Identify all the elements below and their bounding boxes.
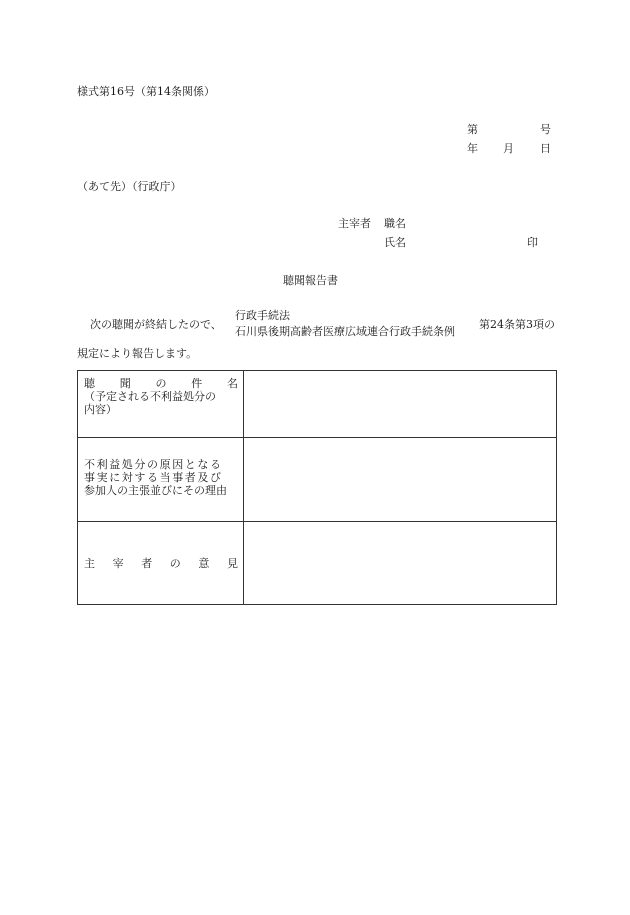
opinion-label-cell: [78, 522, 244, 605]
subject-label-cell: [78, 371, 244, 438]
doc-number-dai: 第: [467, 123, 478, 136]
doc-number-go: 号: [540, 123, 551, 136]
subject-label: 聴 聞 の 件 名: [84, 377, 238, 390]
presider-title-label: 職名: [384, 217, 406, 230]
claims-label-cell: [78, 438, 244, 522]
subject-label-sub: （予定される不利益処分の: [84, 390, 216, 403]
doc-title: 聴聞報告書: [283, 274, 338, 287]
presider-seal: 印: [527, 236, 538, 249]
body-continuation: 規定により報告します。: [77, 347, 198, 360]
addressee: （あて先）（行政庁）: [77, 180, 182, 193]
body-lead: 次の聴聞が終結したので、: [90, 318, 222, 331]
presider-name-label: 氏名: [384, 236, 406, 249]
date-day: 日: [540, 142, 551, 155]
table-row: [78, 371, 557, 438]
table-row: [78, 438, 557, 522]
claims-value-cell[interactable]: [244, 438, 557, 522]
form-number: 様式第16号（第14条関係）: [77, 85, 215, 98]
subject-label-sub2: 内容）: [84, 403, 117, 416]
opinion-value-cell[interactable]: [244, 522, 557, 605]
date-year: 年: [467, 142, 478, 155]
claims-label-line2: 事実に対する当事者及び: [84, 471, 223, 484]
opinion-label: 主 宰 者 の 意 見: [84, 557, 238, 570]
presider-role: 主宰者: [338, 217, 371, 230]
claims-label-line1: 不利益処分の原因となる: [84, 458, 223, 471]
date-month: 月: [503, 142, 514, 155]
report-table: [77, 370, 557, 605]
law-option-1: 行政手続法: [235, 309, 290, 322]
body-article: 第24条第3項の: [479, 318, 555, 331]
table-row: [78, 522, 557, 605]
subject-value-cell[interactable]: [244, 371, 557, 438]
claims-label-line3: 参加人の主張並びにその理由: [84, 484, 227, 497]
law-option-2: 石川県後期高齢者医療広域連合行政手続条例: [235, 325, 455, 338]
